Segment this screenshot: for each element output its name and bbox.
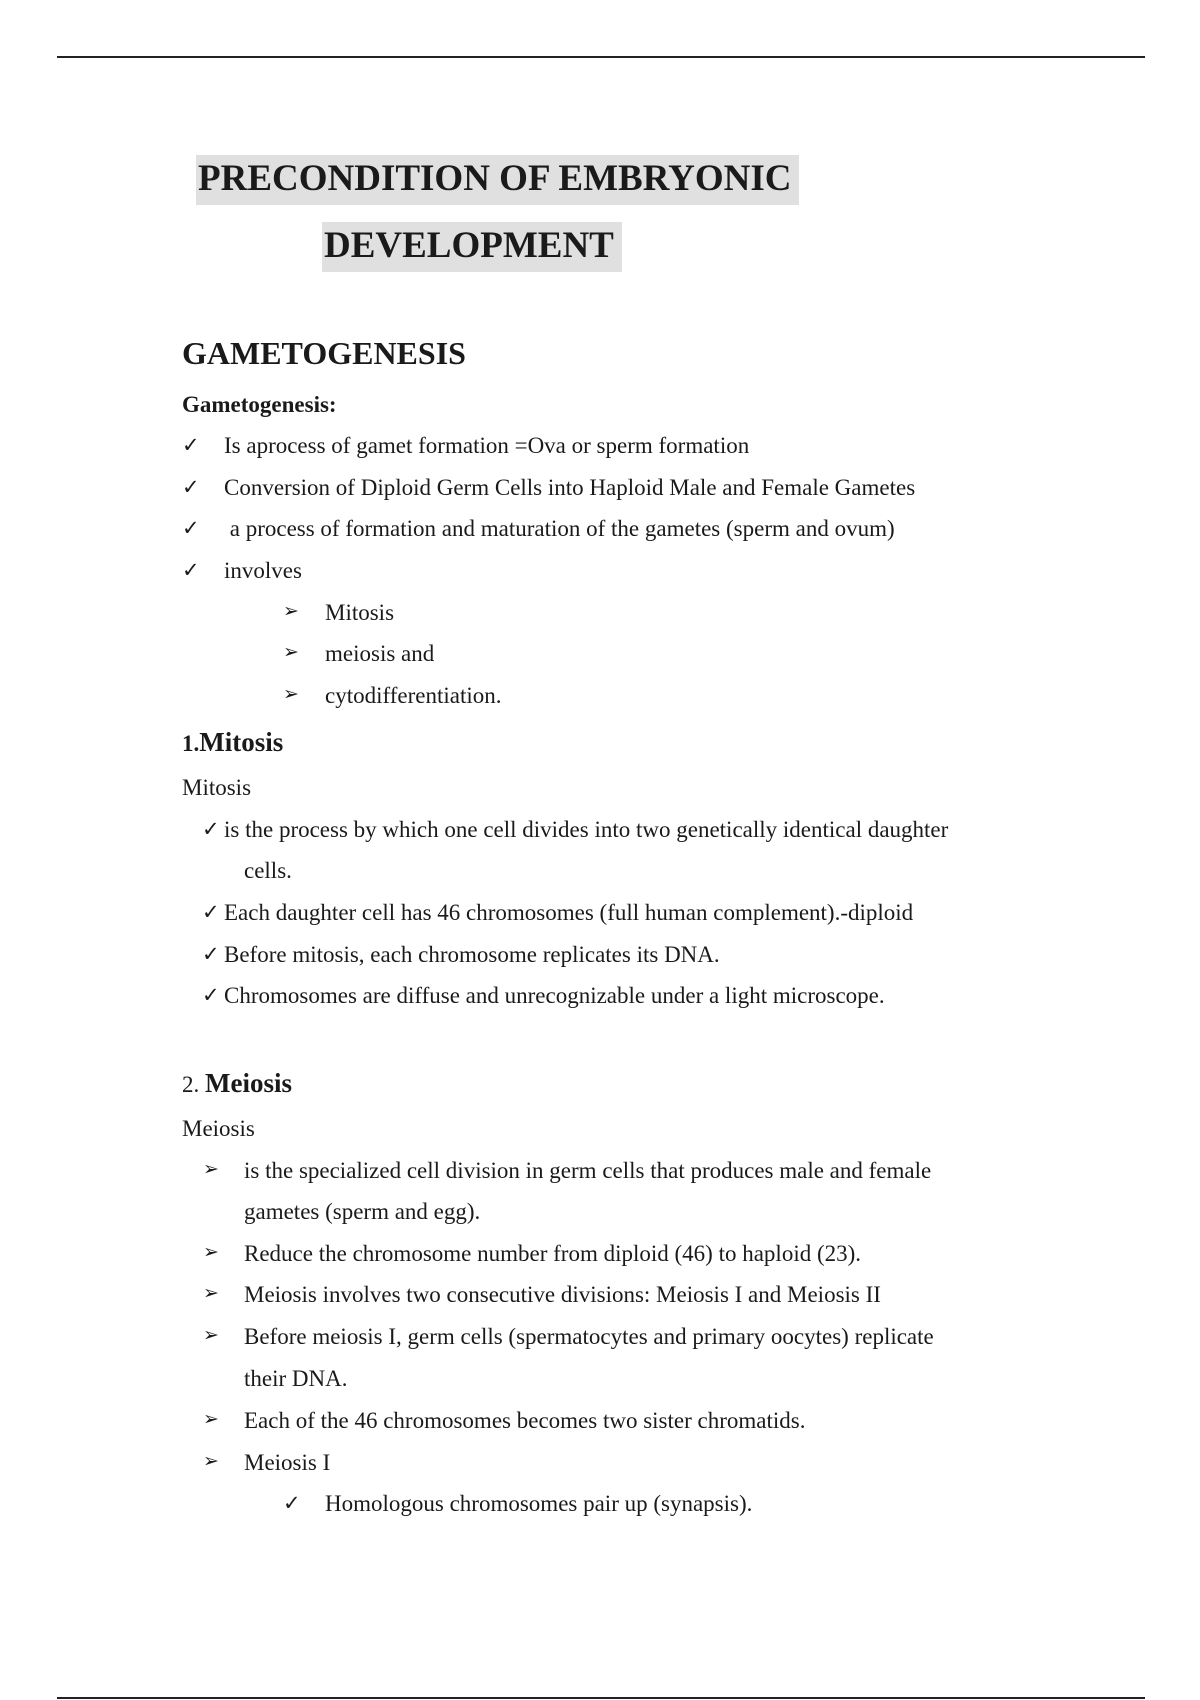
header-rule bbox=[57, 56, 1145, 58]
list-item: Mitosis bbox=[325, 600, 395, 625]
list-item: Meiosis involves two consecutive divisions: Meiosis I and Meiosis II bbox=[244, 1282, 881, 1307]
section-heading-mitosis bbox=[182, 727, 283, 758]
list-item: a process of formation and maturation of the gametes (sperm and ovum) bbox=[224, 516, 895, 541]
section-heading-meiosis bbox=[182, 1068, 292, 1099]
list-item: Meiosis I bbox=[244, 1450, 331, 1475]
list-item: involves bbox=[224, 558, 302, 583]
mitosis-label: Mitosis bbox=[182, 775, 252, 800]
check-icon: ✓ bbox=[202, 983, 220, 1007]
list-item: is the specialized cell division in germ cells that produces male and female bbox=[244, 1158, 932, 1183]
arrow-bullet-icon: ➢ bbox=[203, 1408, 219, 1430]
list-item: Conversion of Diploid Germ Cells into Haploid Male and Female Gametes bbox=[224, 475, 916, 500]
list-item: Each of the 46 chromosomes becomes two sister chromatids. bbox=[244, 1408, 806, 1433]
list-item: Before mitosis, each chromosome replicates its DNA. bbox=[224, 942, 720, 967]
list-item: Each daughter cell has 46 chromosomes (full human complement).-diploid bbox=[224, 900, 914, 925]
check-icon: ✓ bbox=[182, 475, 200, 499]
list-item-continuation: their DNA. bbox=[244, 1366, 348, 1391]
check-icon: ✓ bbox=[182, 516, 200, 540]
list-item-continuation: gametes (sperm and egg). bbox=[244, 1199, 481, 1224]
arrow-bullet-icon: ➢ bbox=[203, 1241, 219, 1263]
check-icon: ✓ bbox=[202, 817, 220, 841]
check-icon: ✓ bbox=[182, 558, 200, 582]
section-heading-gametogenesis: GAMETOGENESIS bbox=[182, 335, 466, 371]
document-title-line-2: DEVELOPMENT bbox=[322, 222, 622, 272]
check-icon: ✓ bbox=[202, 900, 220, 924]
arrow-bullet-icon: ➢ bbox=[283, 641, 299, 663]
gametogenesis-label: Gametogenesis: bbox=[182, 392, 337, 417]
section-number: 1. bbox=[182, 731, 200, 756]
arrow-bullet-icon: ➢ bbox=[203, 1158, 219, 1180]
list-item: cytodifferentiation. bbox=[325, 683, 502, 708]
check-icon: ✓ bbox=[283, 1491, 301, 1515]
check-icon: ✓ bbox=[182, 433, 200, 457]
meiosis-label: Meiosis bbox=[182, 1116, 255, 1141]
arrow-bullet-icon: ➢ bbox=[203, 1450, 219, 1472]
section-title: Meiosis bbox=[205, 1068, 292, 1098]
list-item: Homologous chromosomes pair up (synapsis). bbox=[325, 1491, 753, 1516]
arrow-bullet-icon: ➢ bbox=[203, 1324, 219, 1346]
arrow-bullet-icon: ➢ bbox=[283, 600, 299, 622]
footer-rule bbox=[57, 1697, 1145, 1699]
document-title-line-1: PRECONDITION OF EMBRYONIC bbox=[196, 155, 799, 205]
check-icon: ✓ bbox=[202, 942, 220, 966]
arrow-bullet-icon: ➢ bbox=[283, 683, 299, 705]
list-item: Is aprocess of gamet formation =Ova or sperm formation bbox=[224, 433, 750, 458]
section-title: Mitosis bbox=[199, 727, 284, 757]
list-item: Chromosomes are diffuse and unrecognizable under a light microscope. bbox=[224, 983, 885, 1008]
list-item: is the process by which one cell divides into two genetically identical daughter bbox=[224, 817, 949, 842]
list-item: meiosis and bbox=[325, 641, 435, 666]
list-item-continuation: cells. bbox=[244, 858, 292, 883]
section-number: 2. bbox=[182, 1072, 205, 1097]
arrow-bullet-icon: ➢ bbox=[203, 1282, 219, 1304]
list-item: Before meiosis I, germ cells (spermatocytes and primary oocytes) replicate bbox=[244, 1324, 934, 1349]
list-item: Reduce the chromosome number from diploid (46) to haploid (23). bbox=[244, 1241, 862, 1266]
